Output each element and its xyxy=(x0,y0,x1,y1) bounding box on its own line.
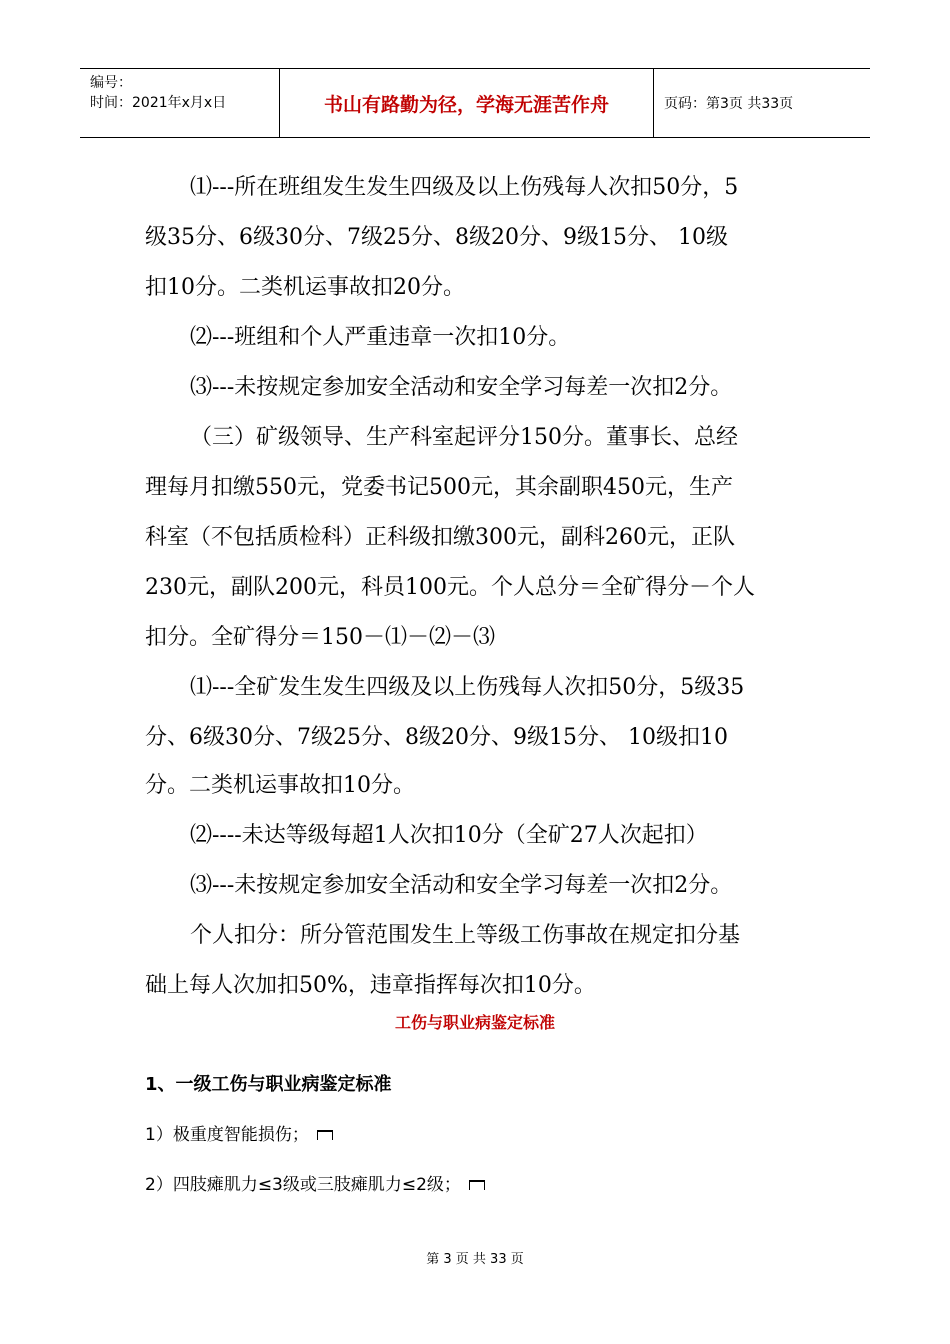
page-header xyxy=(80,68,870,138)
field-mark-icon xyxy=(469,1180,485,1190)
number-label: 编号： xyxy=(90,75,132,91)
section-title: 工伤与职业病鉴定标准 xyxy=(394,1013,555,1032)
body-line: 扣分。全矿得分＝150－⑴－⑵－⑶ xyxy=(145,625,495,650)
header-meta xyxy=(80,69,280,137)
standard-heading: 1、一级工伤与职业病鉴定标准 xyxy=(145,1074,392,1095)
body-line: 230元，副队200元，科员100元。个人总分＝全矿得分－个人 xyxy=(145,575,755,600)
body-line: 分。二类机运事故扣10分。 xyxy=(145,773,415,798)
body-line: ⑶---未按规定参加安全活动和安全学习每差一次扣2分。 xyxy=(190,375,733,400)
body-line: ⑶---未按规定参加安全活动和安全学习每差一次扣2分。 xyxy=(190,873,733,898)
body-line: ⑴---全矿发生发生四级及以上伤残每人次扣50分，5级35 xyxy=(190,675,745,700)
body-line: 分、6级30分、7级25分、8级20分、9级15分、 10级扣10 xyxy=(145,725,728,750)
date-label: 时间：2021年x月x日 xyxy=(90,95,227,111)
header-page-info: 页码：第3页 共33页 xyxy=(664,96,794,112)
list-item xyxy=(145,1170,485,1195)
body-line: 科室（不包括质检科）正科级扣缴300元，副科260元，正队 xyxy=(145,525,735,550)
header-motto: 书山有路勤为径，学海无涯苦作舟 xyxy=(280,69,654,137)
page-footer: 第 3 页 共 33 页 xyxy=(426,1252,524,1267)
field-mark-icon xyxy=(317,1130,333,1140)
list-item-text: 1）极重度智能损伤； xyxy=(145,1125,309,1145)
body-line: ⑵---班组和个人严重违章一次扣10分。 xyxy=(190,325,571,350)
body-line: 扣10分。二类机运事故扣20分。 xyxy=(145,275,465,300)
body-line: （三）矿级领导、生产科室起评分150分。董事长、总经 xyxy=(190,425,738,450)
body-line: ⑵----未达等级每超1人次扣10分（全矿27人次起扣） xyxy=(190,823,708,848)
body-line: 理每月扣缴550元，党委书记500元，其余副职450元，生产 xyxy=(145,475,733,500)
list-item xyxy=(145,1120,333,1145)
list-item-text: 2）四肢瘫肌力≤3级或三肢瘫肌力≤2级； xyxy=(145,1175,461,1195)
body-line: 个人扣分：所分管范围发生上等级工伤事故在规定扣分基 xyxy=(190,923,741,948)
body-line: 础上每人次加扣50%，违章指挥每次扣10分。 xyxy=(145,973,596,998)
body-line: 级35分、6级30分、7级25分、8级20分、9级15分、 10级 xyxy=(145,225,728,250)
body-line: ⑴---所在班组发生发生四级及以上伤残每人次扣50分，5 xyxy=(190,175,739,200)
